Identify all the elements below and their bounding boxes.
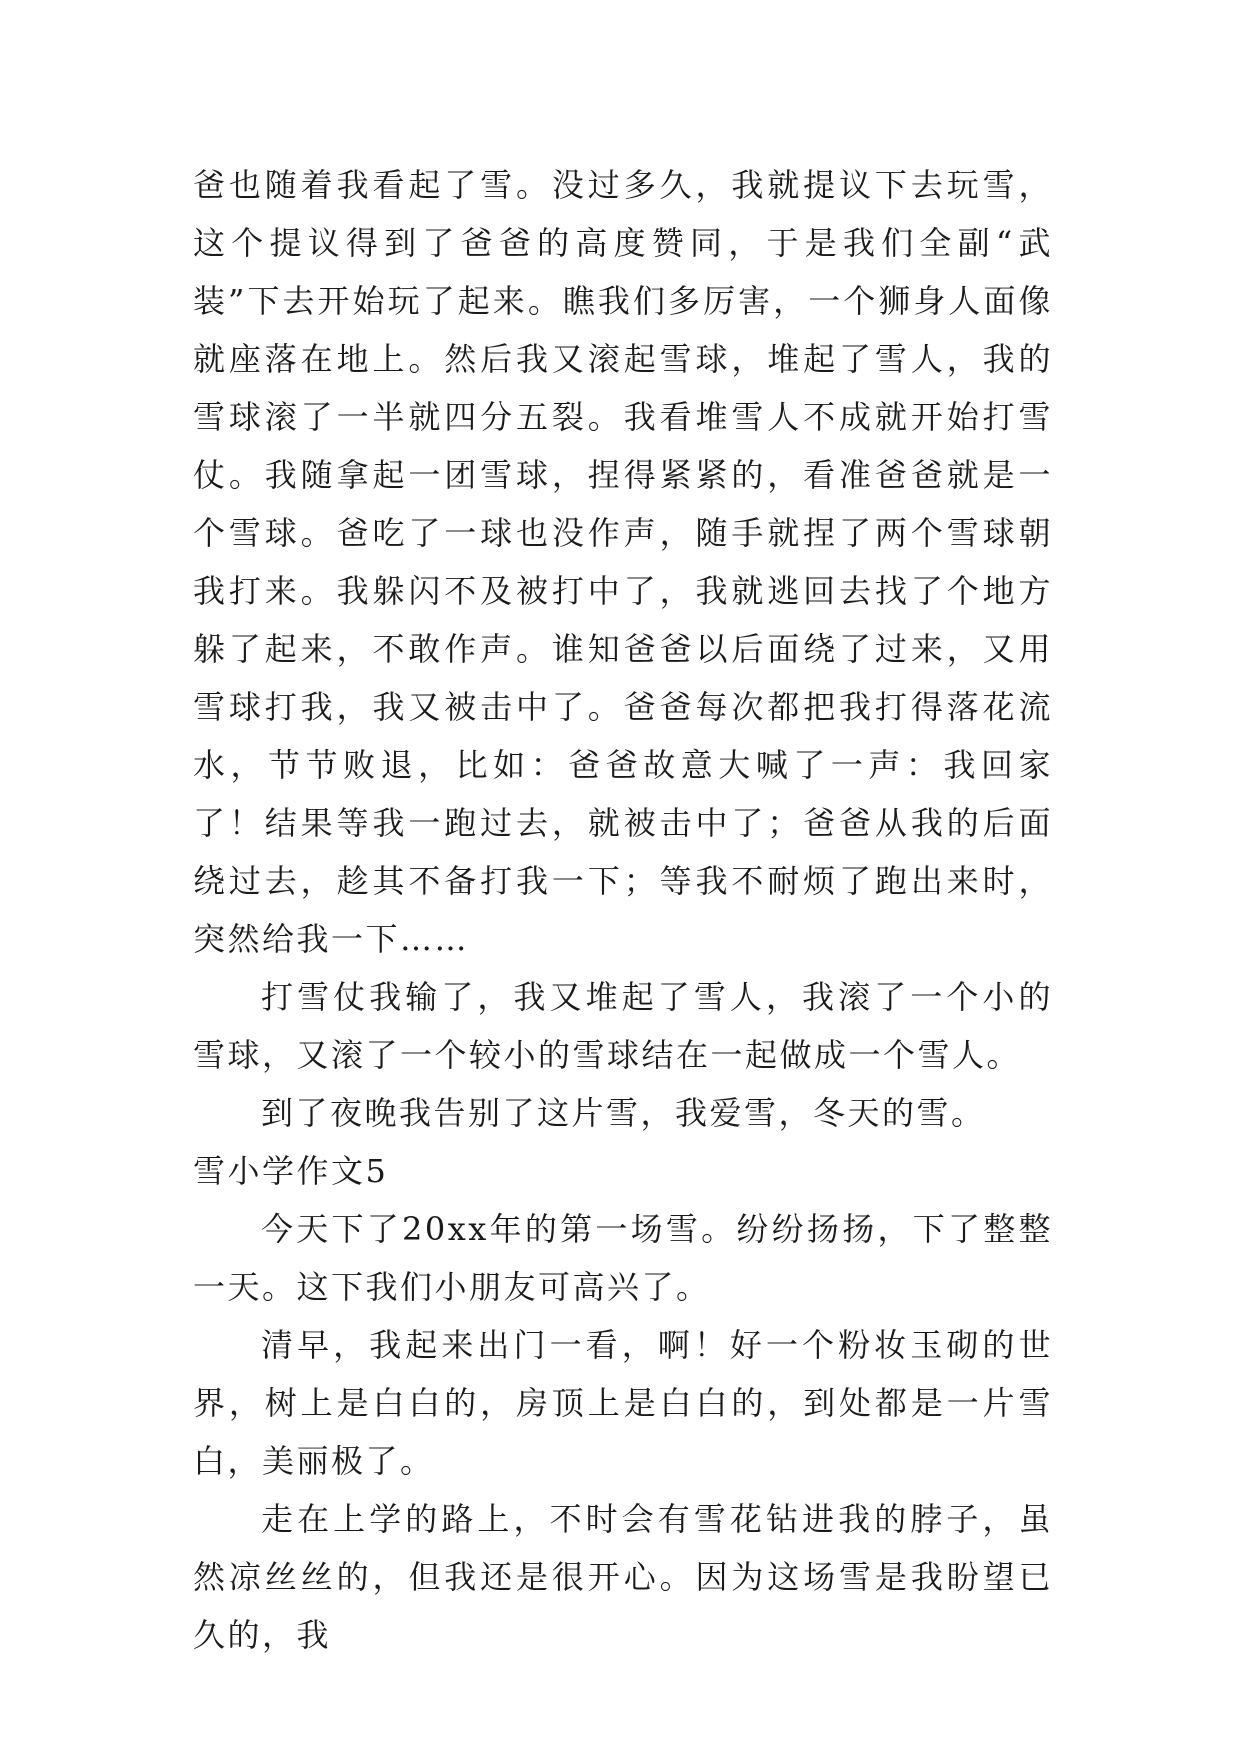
paragraph: 到了夜晚我告别了这片雪，我爱雪，冬天的雪。 (261, 1094, 986, 1132)
paragraph: 今天下了20xx年的第一场雪。纷纷扬扬，下了整整一天。这下我们小朋友可高兴了。 (193, 1210, 1053, 1306)
paragraph: 打雪仗我输了，我又堆起了雪人，我滚了一个小的雪球，又滚了一个较小的雪球结在一起做成一个雪人。 (193, 978, 1053, 1074)
paragraph: 清早，我起来出门一看，啊！好一个粉妆玉砌的世界，树上是白白的，房顶上是白白的，到处都是一片雪白，美丽极了。 (193, 1326, 1053, 1480)
section-title: 雪小学作文5 (193, 1152, 389, 1190)
paragraph-continued: 爸也随着我看起了雪。没过多久，我就提议下去玩雪，这个提议得到了爸爸的高度赞同，于是我们全副“武装”下去开始玩了起来。瞧我们多厉害，一个狮身人面像就座落在地上。然后我又滚起雪球，堆起了雪人，我的雪球滚了一半就四分五裂。我看堆雪人不成就开始打雪仗。我随拿起一团雪球，捏得紧紧的，看准爸爸就是一个雪球。爸吃了一球也没作声，随手就捏了两个雪球朝我打来。我躲闪不及被打中了，我就逃回去找了个地方躲了起来，不敢作声。谁知爸爸以后面绕了过来，又用雪球打我，我又被击中了。爸爸每次都把我打得落花流水，节节败退，比如：爸爸故意大喊了一声：我回家了！结果等我一跑过去，就被击中了；爸爸从我的后面绕过去，趁其不备打我一下；等我不耐烦了跑出来时，突然给我一下…… (193, 166, 1053, 958)
document-body (193, 156, 1053, 1664)
paragraph: 走在上学的路上，不时会有雪花钻进我的脖子，虽然凉丝丝的，但我还是很开心。因为这场雪是我盼望已久的，我 (193, 1500, 1053, 1654)
